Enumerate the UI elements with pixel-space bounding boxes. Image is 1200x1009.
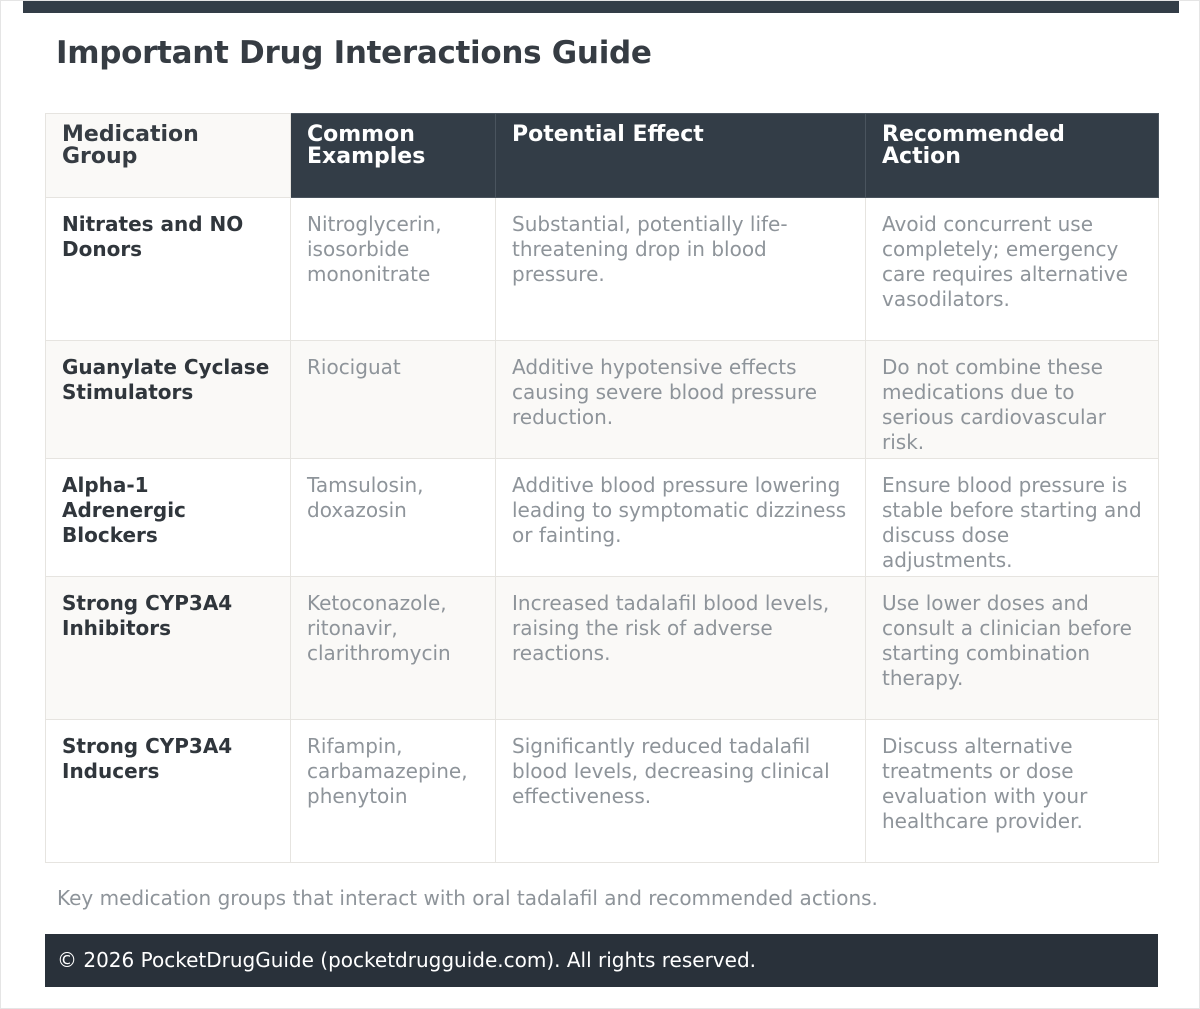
- table-row: [46, 198, 1159, 341]
- cell-recommended-action: Avoid concurrent use completely; emergency care requires alternative vasodilators.: [866, 198, 1159, 341]
- cell-recommended-action: Do not combine these medications due to serious cardiovascular risk.: [866, 341, 1159, 459]
- header-recommended-action: Recommended Action: [866, 114, 1159, 198]
- cell-recommended-action: Use lower doses and consult a clinician before starting combination therapy.: [866, 577, 1159, 720]
- header-common-examples: Common Examples: [291, 114, 496, 198]
- cell-common-examples: Riociguat: [291, 341, 496, 459]
- cell-medication-group: Nitrates and NO Donors: [46, 198, 291, 341]
- header-potential-effect: Potential Effect: [496, 114, 866, 198]
- drug-interactions-table: [45, 113, 1159, 863]
- cell-potential-effect: Additive hypotensive effects causing severe blood pressure reduction.: [496, 341, 866, 459]
- cell-recommended-action: Ensure blood pressure is stable before starting and discuss dose adjustments.: [866, 459, 1159, 577]
- table-row: [46, 341, 1159, 459]
- cell-common-examples: Tamsulosin, doxazosin: [291, 459, 496, 577]
- cell-medication-group: Strong CYP3A4 Inducers: [46, 720, 291, 863]
- cell-medication-group: Strong CYP3A4 Inhibitors: [46, 577, 291, 720]
- cell-common-examples: Ketoconazole, ritonavir, clarithromycin: [291, 577, 496, 720]
- top-accent-bar: [23, 1, 1179, 13]
- table-row: [46, 459, 1159, 577]
- table-row: [46, 720, 1159, 863]
- page-title: Important Drug Interactions Guide: [56, 35, 652, 71]
- cell-potential-effect: Significantly reduced tadalafil blood levels, decreasing clinical effectiveness.: [496, 720, 866, 863]
- cell-medication-group: Guanylate Cyclase Stimulators: [46, 341, 291, 459]
- table-caption: Key medication groups that interact with oral tadalafil and recommended actions.: [57, 886, 878, 910]
- cell-recommended-action: Discuss alternative treatments or dose evaluation with your healthcare provider.: [866, 720, 1159, 863]
- copyright-text: © 2026 PocketDrugGuide (pocketdrugguide.com). All rights reserved.: [57, 948, 756, 972]
- cell-potential-effect: Additive blood pressure lowering leading to symptomatic dizziness or fainting.: [496, 459, 866, 577]
- table-row: [46, 577, 1159, 720]
- footer: [45, 934, 1158, 987]
- table-header-row: [46, 114, 1159, 198]
- cell-potential-effect: Increased tadalafil blood levels, raising the risk of adverse reactions.: [496, 577, 866, 720]
- cell-medication-group: Alpha-1 Adrenergic Blockers: [46, 459, 291, 577]
- cell-common-examples: Rifampin, carbamazepine, phenytoin: [291, 720, 496, 863]
- cell-common-examples: Nitroglycerin, isosorbide mononitrate: [291, 198, 496, 341]
- cell-potential-effect: Substantial, potentially life-threatening drop in blood pressure.: [496, 198, 866, 341]
- header-medication-group: Medication Group: [46, 114, 291, 198]
